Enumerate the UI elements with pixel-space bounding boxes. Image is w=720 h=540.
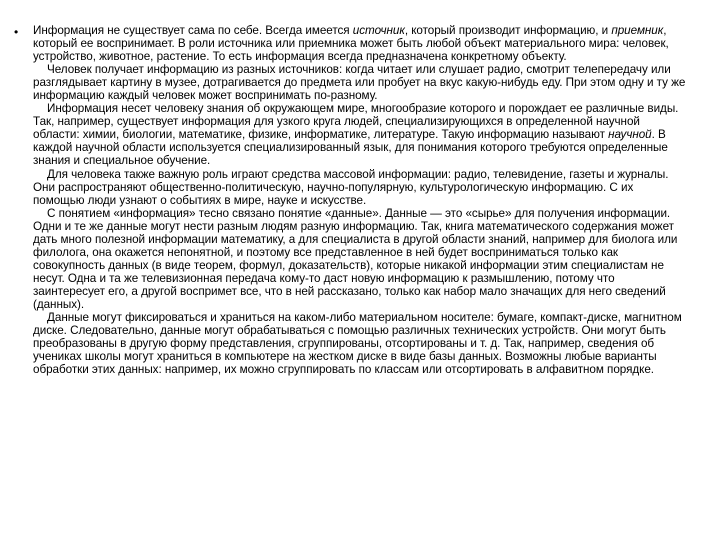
bullet-point: • xyxy=(14,25,19,39)
body-text xyxy=(33,24,687,376)
text-segment: Человек получает информацию из разных источников: когда читает или слушает радио, смотрит телепередачу или разглядывает картину в музее, дотрагивается до предмета или пробует на вкус какую-нибудь еду. При этом одну и ту же информацию каждый человек может воспринимать по-разному. xyxy=(33,63,686,103)
text-segment: Данные могут фиксироваться и храниться на каком-либо материальном носителе: бумаге, компакт-диске, магнитном диске. Следовательно, данные могут обрабатываться с помощью различных технических устройств. Они могут быть преобразованы в другую форму представления, сгруппированы, отсортированы и т. д. Так, например, сведения об учениках школы могут храниться в компьютере на жестком диске в виде базы данных. Возможны любые варианты обработки этих данных: например, их можно сгруппировать по классам или отсортировать в алфавитном порядке. xyxy=(33,311,682,377)
paragraph xyxy=(33,311,687,376)
text-segment: С понятием «информация» тесно связано понятие «данные». Данные — это «сырье» для получения информации. Одни и те же данные могут нести разным людям разную информацию. Так, книга математического содержания может дать много полезной информации математику, а для специалиста в другой области знаний, например для биолога или филолога, она окажется непонятной, и поэтому все представленное в ней будет восприниматься только как совокупность данных (в виде теорем, формул, доказательств), которые никакой информации этим специалистам не несут. Одна и та же телевизионная передача кому-то даст новую информацию к размышлению, потому что заинтересует его, а другой воспримет все, что в ней рассказано, только как набор мало значащих для него сведений (данных). xyxy=(33,206,678,311)
paragraph xyxy=(33,168,687,207)
italic-term: источник xyxy=(352,24,405,37)
paragraph xyxy=(33,24,687,63)
text-segment: , который производит информацию, и xyxy=(404,24,612,37)
text-segment: Для человека также важную роль играют средства массовой информации: радио, телевидение, газеты и журналы. Они распространяют общественно-политическую, научно-популярную, культурологическую информацию. С их помощью люди узнают о событиях в мире, науке и искусстве. xyxy=(33,167,669,207)
paragraph xyxy=(33,102,687,167)
text-segment: Информация несет человеку знания об окружающем мире, многообразие которого и порождает ее различные виды. Так, например, существует информация для узкого круга людей, специализирующихся в определенной научной области: химии, биологии, математике, физике, информатике, литературе. Такую информацию называют xyxy=(33,102,679,142)
italic-term: приемник xyxy=(611,24,664,37)
text-segment: . В каждой научной области используется специализированный язык, для понимания которого требуются определенные знания и специальное обучение. xyxy=(33,128,668,168)
text-segment: Информация не существует сама по себе. Всегда имеется xyxy=(33,24,353,37)
italic-term: научной xyxy=(608,128,652,142)
text-segment: , который ее воспринимает. В роли источника или приемника может быть любой объект материального мира: человек, устройство, животное, растение. То есть информация всегда предназначена конкретному объекту. xyxy=(33,24,669,64)
paragraph xyxy=(33,63,687,102)
paragraph xyxy=(33,207,687,311)
